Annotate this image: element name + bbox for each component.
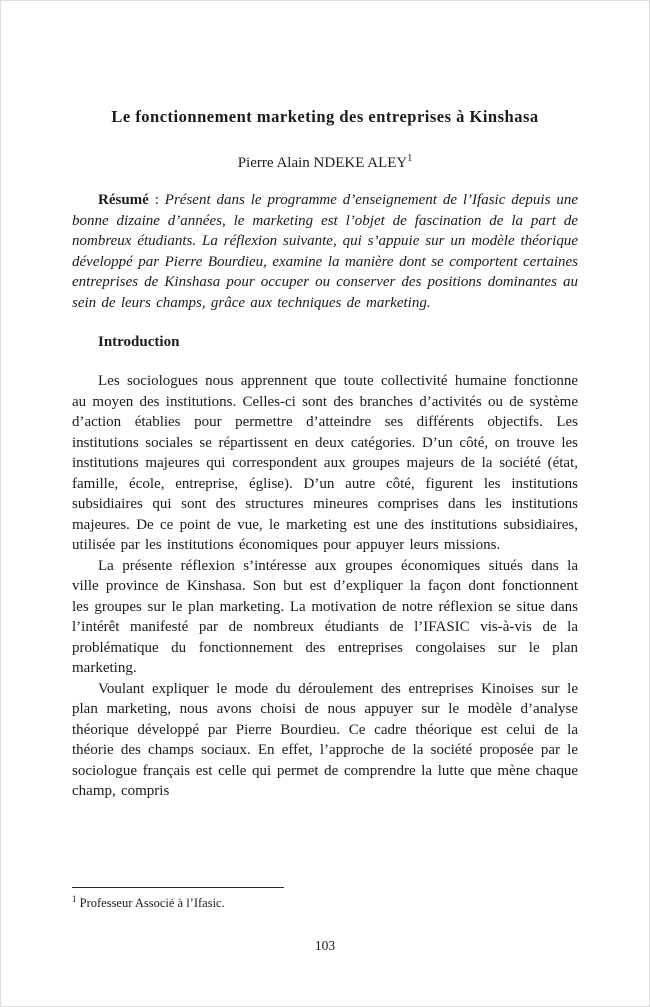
footnote-marker: 1 — [72, 893, 77, 904]
body-paragraph: Les sociologues nous apprennent que toute collectivité humaine fonctionne au moyen des institutions. Celles-ci sont des branches d’activités ou de système d’action établies pour permettre d’atteindre ses différents objectifs. Les institutions sociales se répartissent en deux catégories. D’un côté, on trouve les institutions majeures qui correspondent aux groupes majeurs de la société (état, famille, école, entreprise, église). D’un autre côté, figurent les institutions subsidiaires qui sont des structures mineures comprises dans les institutions majeures. De ce point de vue, le marketing est une des institutions subsidiaires, utilisée par les institutions économiques pour appuyer leurs missions. — [72, 373, 578, 553]
footnote-area — [72, 887, 578, 911]
author-footnote-ref: 1 — [407, 153, 413, 164]
page-number: 103 — [314, 938, 336, 953]
author-name: Pierre Alain NDEKE ALEY — [237, 155, 408, 171]
abstract-label: Résumé — [98, 192, 149, 208]
article-title: Le fonctionnement marketing des entreprises à Kinshasa — [111, 107, 539, 126]
body-paragraph: La présente réflexion s’intéresse aux groupes économiques situés dans la ville province de Kinshasa. Son but est d’expliquer la façon dont fonctionnent les groupes sur le plan marketing. La motivation de notre réflexion se situe dans l’intérêt manifesté par de nombreux étudiants de l’IFASIC vis-à-vis de la problématique du fonctionnement des entreprises congolaises sur le plan marketing. — [72, 557, 578, 676]
abstract-paragraph — [72, 190, 578, 313]
abstract-text: Présent dans le programme d’enseignement de l’Ifasic depuis une bonne dizaine d’années, le marketing est l’objet de fascination de la part de nombreux étudiants. La réflexion suivante, qui s’appuie sur un modèle théorique développé par Pierre Bourdieu, examine la manière dont se comportent certaines entreprises de Kinshasa pour occuper ou conserver des positions dominantes au sein de leurs champs, grâce aux techniques de marketing. — [72, 192, 578, 311]
section-heading-introduction: Introduction — [98, 334, 180, 350]
author-line — [72, 155, 578, 172]
footnote-text: Professeur Associé à l’Ifasic. — [79, 896, 225, 910]
body-paragraph: Voulant expliquer le mode du déroulement des entreprises Kinoises sur le plan marketing, nous avons choisi de nous appuyer sur le modèle d’analyse théorique développé par Pierre Bourdieu. Ce cadre théorique est celui de la théorie des champs sociaux. En effet, l’approche de la société proposée par le sociologue français est celle qui permet de comprendre la lutte que mène chaque champ, compris — [72, 680, 578, 799]
footnote — [72, 895, 578, 911]
footnote-rule — [72, 887, 284, 888]
abstract-separator: : — [148, 192, 165, 208]
